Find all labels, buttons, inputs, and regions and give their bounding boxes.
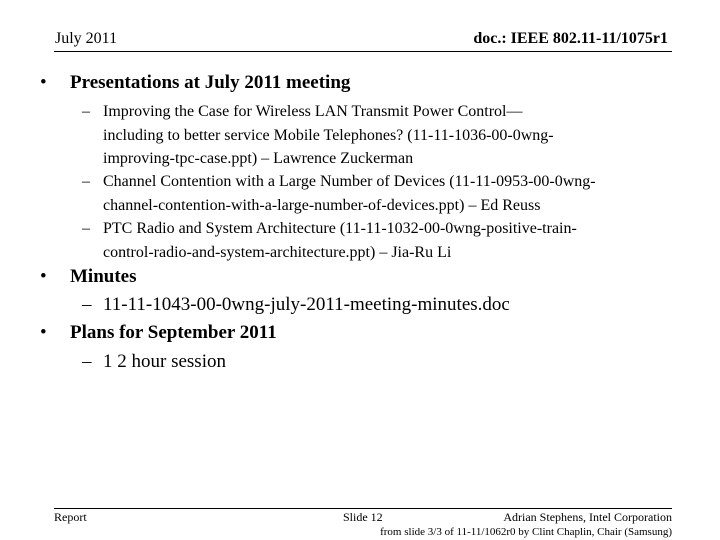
presentation-item-line: PTC Radio and System Architecture (11-11-1032-00-0wng-positive-train- (103, 220, 577, 237)
dash-glyph: – (82, 173, 90, 190)
bullet-glyph: • (40, 322, 47, 343)
dash-glyph: – (82, 103, 90, 120)
dash-glyph: – (82, 294, 92, 315)
bullet-glyph: • (40, 266, 47, 287)
dash-glyph: – (82, 351, 92, 372)
footer-slide-number: Slide 12 (343, 510, 383, 524)
presentation-item-line: including to better service Mobile Telephones? (11-11-1036-00-0wng- (103, 126, 554, 144)
plans-heading: Plans for September 2011 (70, 322, 277, 343)
presentation-item-line: Channel Contention with a Large Number of Devices (11-11-0953-00-0wng- (103, 173, 596, 190)
header-rule (54, 51, 672, 52)
footer-author: Adrian Stephens, Intel Corporation (503, 510, 672, 524)
plans-item-text: 1 2 hour session (103, 351, 226, 372)
header-date: July 2011 (55, 30, 118, 47)
bullet-glyph: • (40, 72, 47, 93)
presentation-item-line: Improving the Case for Wireless LAN Transmit Power Control— (103, 103, 523, 120)
presentations-heading: Presentations at July 2011 meeting (70, 72, 351, 93)
footer-report: Report (54, 510, 87, 524)
minutes-item-text: 11-11-1043-00-0wng-july-2011-meeting-minutes.doc (103, 294, 510, 315)
minutes-heading: Minutes (70, 266, 137, 287)
presentation-item-line: improving-tpc-case.ppt) – Lawrence Zuckerman (103, 150, 414, 167)
footer-rule (54, 508, 672, 509)
header-doc-id: doc.: IEEE 802.11-11/1075r1 (473, 30, 668, 47)
presentation-item-line: channel-contention-with-a-large-number-of-devices.ppt) – Ed Reuss (103, 196, 541, 214)
presentation-item-line: control-radio-and-system-architecture.ppt) – Jia-Ru Li (103, 243, 452, 261)
footer-source: from slide 3/3 of 11-11/1062r0 by Clint Chaplin, Chair (Samsung) (380, 526, 672, 538)
dash-glyph: – (82, 220, 90, 237)
